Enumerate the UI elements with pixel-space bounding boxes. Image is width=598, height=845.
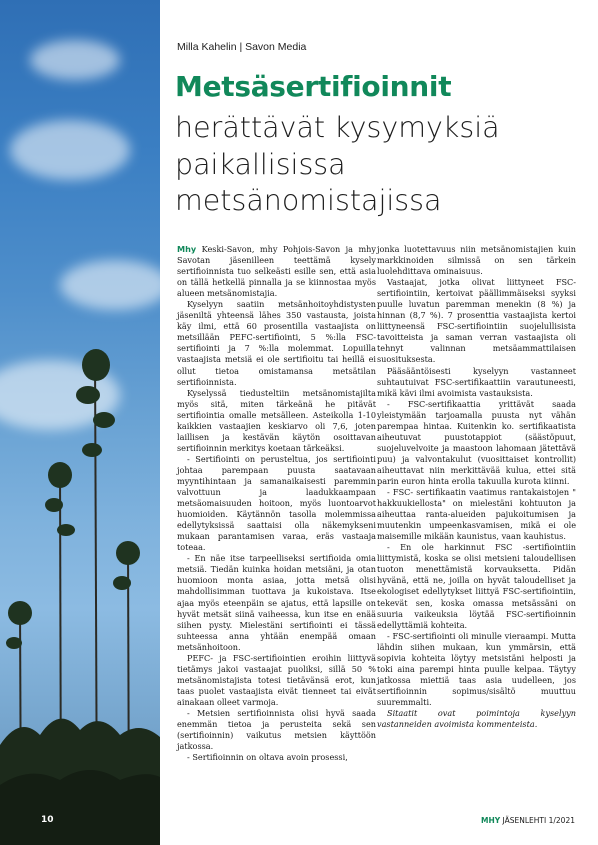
paragraph: Pääsääntöisesti kyselyyn vastanneet suhtautuivat FSC-sertifikaattiin varautuneesti, mikä kävi ilmi avoimista vastauksista.	[377, 365, 576, 398]
paragraph: - Metsien sertifioinnista olisi hyvä saada enemmän tietoa ja perusteita sekä sen (sertifioinnin) vaikutus metsien käyttöön jatkossa.	[177, 707, 376, 752]
footer-text: JÄSENLEHTI 1/2021	[500, 816, 575, 825]
title-rest: herättävät kysymyksiä paikallisissa metsänomistajissa	[175, 111, 500, 217]
paragraph: - FSC-sertifikaattia yrittävät saada yleistymään tarjoamalla puusta nyt vähän parempaa hintaa. Kuitenkin ko. sertifikaatista aiheutuvat puustotappiot (säästöpuut, suojeluvelvoite ja maastoon lahomaan jätettävä puu) ja valvontakulut (vuosittaiset kontrollit) aiheuttavat niin merkittävää kulua, ettei sitä parin euron hinta erolla takuulla kurota kiinni.	[377, 398, 576, 486]
lead-word: Mhy	[177, 244, 197, 254]
paragraph: Kyselyyn saatiin metsänhoitoyhdistysten jäseniltä yhteensä lähes 350 vastausta, joista käy ilmi, että 60 prosentilla vastaajista on metsillään PEFC-sertifiointi, 5 %:lla FSC-sertifiointi ja 7 %:lla molemmat. Lopuilla vastaajista metsiä ei ole sertifioitu tai heillä ei ollut tietoa omistamansa metsätilan sertifioinnista.	[177, 299, 376, 387]
lead-paragraph	[177, 244, 376, 299]
closing-note: Sitaatit ovat poimintoja kyselyyn vastanneiden avoimista kommenteista.	[377, 707, 576, 730]
title-highlight: Metsäsertifioinnit	[175, 70, 452, 103]
paragraph: PEFC- ja FSC-sertifiointien eroihin liittyvä tietämys jakoi vastaajat puoliksi, sillä 50 % metsänomistajista totesi tietävänsä erot, kun taas puolet vastaajista eivät tienneet tai eivät ainakaan olleet varmoja.	[177, 652, 376, 707]
paragraph: - FSC- sertifikaatin vaatimus rantakaistojen " hakkuukiellosta" on mielestäni kohtuuton ja aiheuttaa ranta-alueiden pajukoitumisen ja muutenkin umpeenkasvamisen, mikä ei ole maisemille mikään kaunistus, vaan kauhistus.	[377, 487, 576, 542]
forest-sky-photo	[0, 0, 160, 845]
pine-trees-silhouette	[0, 325, 160, 845]
paragraph: - Sertifioinnin on oltava avoin prosessi,	[187, 752, 348, 763]
paragraph: Vastaajat, jotka olivat liittyneet FSC-sertifiointiin, kertoivat päällimmäiseksi syyksi puulle luvatun paremman menekin (8 %) ja hinnan (8,7 %). 7 prosenttia vastaajista kertoi liittyneensä FSC-sertifiointiin suojelullisista tavoitteista ja saman verran vastaajista oli tehnyt valinnan metsäammattilaisen suosituksesta.	[377, 277, 576, 365]
paragraph: - FSC-sertifiointi oli minulle vieraampi. Mutta lähdin siihen mukaan, kun ymmärsin, että sopivia kohteita löytyy metsistäni helposti ja toki aina parempi hinta puulle kelpaa. Täytyy jatkossa miettiä taas asia uudelleen, jos sertifioinnin sopimus/sisältö muuttuu suuremmalti.	[377, 630, 576, 707]
paragraph: - En ole harkinnut FSC -sertifiointiin liittymistä, koska se olisi metsieni taloudellisen tuoton menettämistä korvauksetta. Pidän hyvänä, että ne, joilla on hyvät taloudelliset ja ekologiset edellytykset liittyä FSC-sertifiointiin, tekevät sen, koska omassa metsässäni on suuria vaikeuksia löytää FSC-sertifioinnin edellyttämiä kohteita.	[377, 542, 576, 630]
article-column-left	[177, 244, 376, 763]
lead-text: Keski-Savon, mhy Pohjois-Savon ja mhy Savotan jäsenilleen teettämä kysely sertifioinnista tuo selkeästi esille sen, että asia on tällä hetkellä pinnalla ja se kiinnostaa myös alueen metsänomistajia.	[177, 244, 376, 299]
paragraph: - Sertifiointi on perusteltua, jos sertifiointi johtaa parempaan puusta saatavaan myyntihintaan ja samanaikaisesti paremmin valvottuun ja laadukkaampaan metsäomaisuuden hoitoon, myös luontoarvot huomioiden. Käytännön tasolla molemmissa edellytyksissä saattaisi olla näkemykseni mukaan parantamisen varaa, eräs vastaaja toteaa.	[177, 453, 376, 553]
article-column-right	[377, 244, 576, 730]
author-byline: Milla Kahelin | Savon Media	[177, 41, 307, 53]
cloud-shape	[10, 120, 130, 180]
paragraph: Kyselyssä tiedusteltiin metsänomistajilta myös sitä, miten tärkeänä he pitävät sertifiointia omalle metsälleen. Asteikolla 1-10 kaikkien vastaajien keskiarvo oli 7,6, joten laillisen ja kestävän käytön osoittavan sertifioinnin merkitys koetaan tärkeäksi.	[177, 387, 376, 453]
cloud-shape	[60, 260, 160, 310]
footer-brand: MHY	[481, 816, 501, 825]
footer	[481, 816, 575, 825]
paragraph: - En näe itse tarpeelliseksi sertifioida omia metsiä. Tiedän kuinka hoidan metsiäni, ja otan huomioon monta asiaa, jotta metsä olisi mahdollisimman tuottava ja kukoistava. Itse ajaa myös eteenpäin se ajatus, että lapsille on hyvät metsät siinä vaiheessa, kun itse en enää siihen pysty. Mielestäni sertifiointi ei tässä suhteessa anna yhtään enempää omaan metsänhoitoon.	[177, 553, 376, 652]
paragraph: jonka luotettavuus niin metsänomistajien kuin markkinoiden silmissä on sen tärkein luolehdittava ominaisuus.	[377, 244, 576, 277]
page-number: 10	[41, 815, 54, 825]
cloud-shape	[30, 40, 120, 80]
